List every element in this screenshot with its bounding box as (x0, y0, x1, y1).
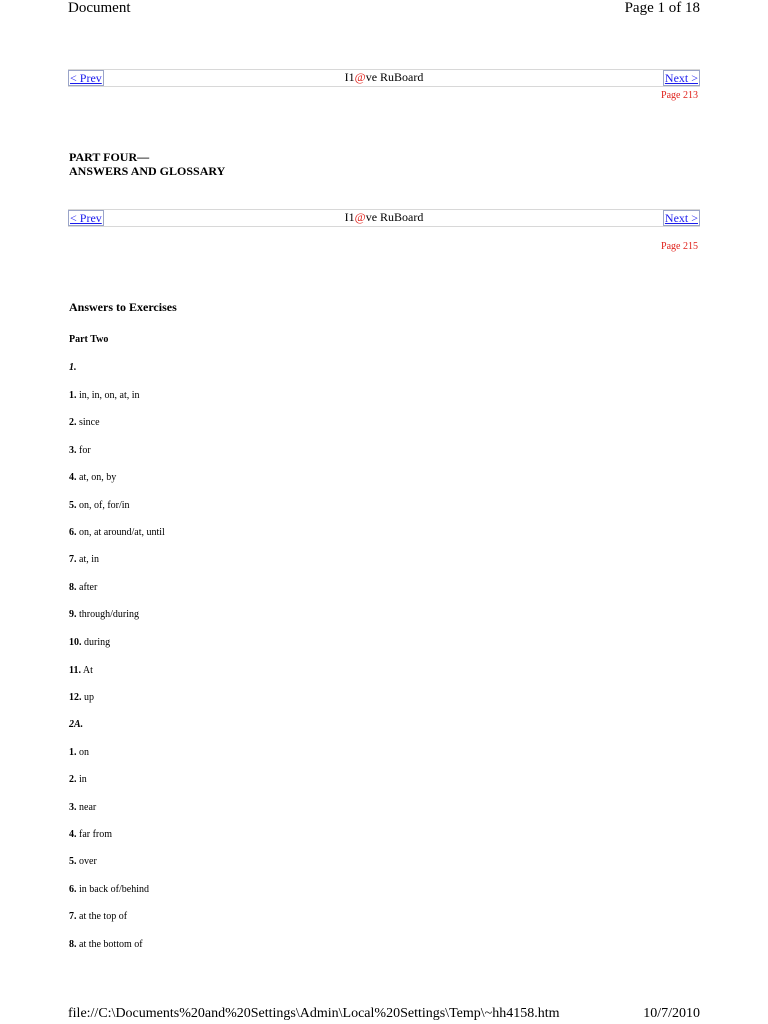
nav-bar-top (68, 69, 700, 87)
answer-item: 7. at the top of (69, 911, 128, 922)
answer-item: 3. near (69, 802, 97, 813)
next-link[interactable]: Next > (664, 71, 698, 85)
prev-link[interactable]: < Prev (70, 71, 102, 85)
exercise-group-label: 2A. (69, 719, 84, 730)
file-path: file://C:\Documents%20and%20Settings\Admin\Local%20Settings\Temp\~hh4158.htm (68, 1006, 560, 1021)
page-number-label: Page 215 (661, 241, 698, 252)
at-symbol: @ (354, 70, 366, 84)
answer-item: 6. on, at around/at, until (69, 527, 165, 538)
brand-label: I1@ve RuBoard (344, 70, 424, 84)
answer-item: 2. in (69, 774, 87, 785)
answer-item: 5. over (69, 856, 97, 867)
nav-bar-bottom (68, 209, 700, 227)
answer-item: 8. at the bottom of (69, 939, 143, 950)
answer-item: 7. at, in (69, 554, 99, 565)
answer-item: 6. in back of/behind (69, 884, 149, 895)
part-heading: PART FOUR— ANSWERS AND GLOSSARY (69, 150, 226, 178)
answer-item: 8. after (69, 582, 98, 593)
answer-item: 1. in, in, on, at, in (69, 390, 140, 401)
subsection-heading: Part Two (69, 334, 109, 345)
answer-item: 4. at, on, by (69, 472, 117, 483)
section-heading: Answers to Exercises (69, 300, 177, 314)
answer-item: 5. on, of, for/in (69, 500, 130, 511)
next-link[interactable]: Next > (664, 211, 698, 225)
at-symbol: @ (354, 210, 366, 224)
exercise-group-label: 1. (69, 362, 77, 373)
brand-label: I1@ve RuBoard (344, 210, 424, 224)
answer-item: 1. on (69, 747, 89, 758)
answer-item: 4. far from (69, 829, 113, 840)
answer-item: 3. for (69, 445, 91, 456)
page-indicator: Page 1 of 18 (624, 0, 700, 16)
answer-item: 10. during (69, 637, 111, 648)
document-title: Document (68, 0, 131, 16)
answer-item: 9. through/during (69, 609, 139, 620)
page-number-label: Page 213 (661, 90, 698, 101)
answer-item: 2. since (69, 417, 100, 428)
answer-item: 12. up (69, 692, 94, 703)
prev-link[interactable]: < Prev (70, 211, 102, 225)
answer-item: 11. At (69, 665, 93, 676)
print-date: 10/7/2010 (643, 1006, 700, 1021)
